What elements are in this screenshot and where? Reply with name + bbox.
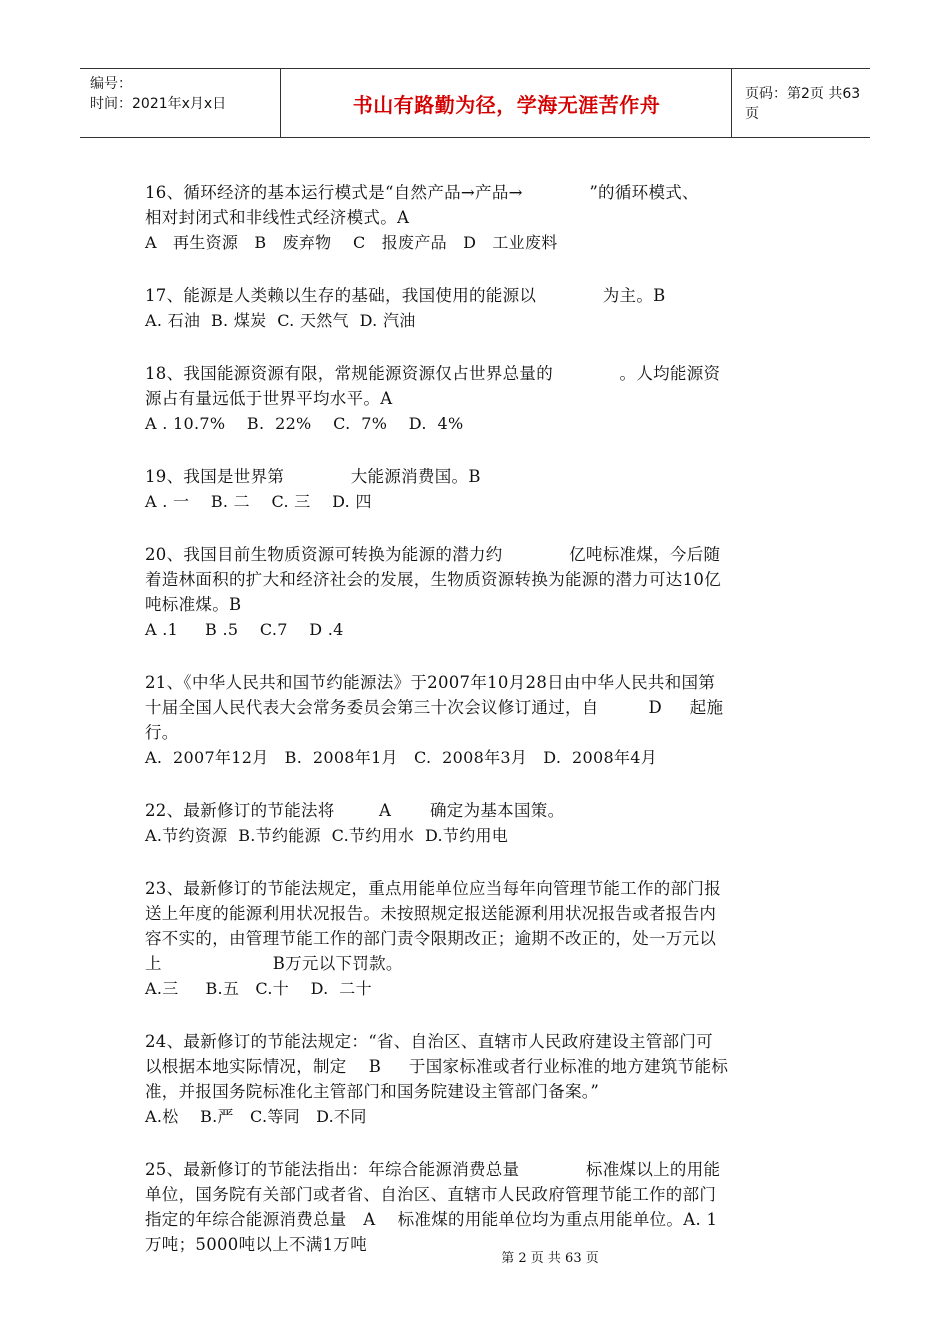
answer-options: A. 2007年12月 B. 2008年1月 C. 2008年3月 D. 2008年4月	[145, 748, 658, 767]
answer-options: A .1 B .5 C.7 D .4	[145, 620, 344, 639]
question-23	[145, 876, 810, 1001]
answer-options: A . 一 B. 二 C. 三 D. 四	[145, 492, 372, 511]
question-text-line: 以根据本地实际情况，制定 B 于国家标准或者行业标准的地方建筑节能标	[145, 1057, 729, 1076]
question-17	[145, 283, 810, 333]
question-text-line: 准，并报国务院标准化主管部门和国务院建设主管部门备案。”	[145, 1082, 600, 1101]
answer-options: A 再生资源 B 废弃物 C 报废产品 D 工业废料	[145, 233, 558, 252]
question-text-line: 十届全国人民代表大会常务委员会第三十次会议修订通过，自 D 起施	[145, 698, 724, 717]
question-text-line: 21、《中华人民共和国节约能源法》于2007年10月28日由中华人民共和国第	[145, 673, 716, 692]
answer-options: A.三 B.五 C.十 D. 二十	[145, 979, 372, 998]
question-text-line: 18、我国能源资源有限，常规能源资源仅占世界总量的 。人均能源资	[145, 364, 721, 383]
question-text-line: 23、最新修订的节能法规定，重点用能单位应当每年向管理节能工作的部门报	[145, 879, 721, 898]
header-page-cell	[733, 69, 870, 137]
question-text-line: 相对封闭式和非线性式经济模式。A	[145, 208, 410, 227]
question-text-line: 19、我国是世界第 大能源消费国。B	[145, 467, 481, 486]
question-24	[145, 1029, 810, 1129]
header-meta-cell	[80, 69, 281, 137]
question-text-line: 单位，国务院有关部门或者省、自治区、直辖市人民政府管理节能工作的部门	[145, 1185, 717, 1204]
question-text-line: 25、最新修订的节能法指出：年综合能源消费总量 标准煤以上的用能	[145, 1160, 721, 1179]
number-label: 编号：	[90, 76, 132, 92]
answer-options: A.松 B.严 C.等同 D.不同	[145, 1107, 367, 1126]
question-16	[145, 180, 810, 255]
question-text-line: 万吨；5000吨以上不满1万吨	[145, 1235, 367, 1254]
footer-page-number: 第 2 页 共 63 页	[501, 1251, 599, 1266]
question-text-line: 16、循环经济的基本运行模式是“自然产品→产品→ ”的循环模式、	[145, 183, 699, 202]
header-motto-cell	[282, 69, 732, 137]
question-text-line: 上 B万元以下罚款。	[145, 954, 403, 973]
question-text-line: 吨标准煤。B	[145, 595, 242, 614]
question-text-line: 源占有量远低于世界平均水平。A	[145, 389, 393, 408]
question-text-line: 着造林面积的扩大和经济社会的发展，生物质资源转换为能源的潜力可达10亿	[145, 570, 721, 589]
question-text-line: 20、我国目前生物质资源可转换为能源的潜力约 亿吨标准煤，今后随	[145, 545, 721, 564]
question-21	[145, 670, 810, 770]
question-text-line: 送上年度的能源利用状况报告。未按照规定报送能源利用状况报告或者报告内	[145, 904, 717, 923]
question-text-line: 容不实的，由管理节能工作的部门责令限期改正；逾期不改正的，处一万元以	[145, 929, 717, 948]
answer-options: A.节约资源 B.节约能源 C.节约用水 D.节约用电	[145, 826, 509, 845]
question-text-line: 22、最新修订的节能法将 A 确定为基本国策。	[145, 801, 565, 820]
date-label: 时间：2021年x月x日	[90, 96, 227, 112]
question-text-line: 24、最新修订的节能法规定：“省、自治区、直辖市人民政府建设主管部门可	[145, 1032, 713, 1051]
question-25	[145, 1157, 810, 1257]
question-list	[145, 180, 810, 1285]
question-20	[145, 542, 810, 642]
answer-options: A. 石油 B. 煤炭 C. 天然气 D. 汽油	[145, 311, 416, 330]
question-text-line: 行。	[145, 723, 179, 742]
page-info: 页码：第2页 共63页	[745, 86, 861, 122]
question-18	[145, 361, 810, 436]
page-header	[80, 68, 870, 138]
answer-options: A . 10.7% B. 22% C. 7% D. 4%	[145, 414, 464, 433]
motto-text: 书山有路勤为径，学海无涯苦作舟	[352, 92, 661, 117]
question-19	[145, 464, 810, 514]
question-text-line: 指定的年综合能源消费总量 A 标准煤的用能单位均为重点用能单位。A. 1	[145, 1210, 718, 1229]
question-22	[145, 798, 810, 848]
page-footer	[0, 1247, 950, 1266]
question-text-line: 17、能源是人类赖以生存的基础，我国使用的能源以 为主。B	[145, 286, 666, 305]
